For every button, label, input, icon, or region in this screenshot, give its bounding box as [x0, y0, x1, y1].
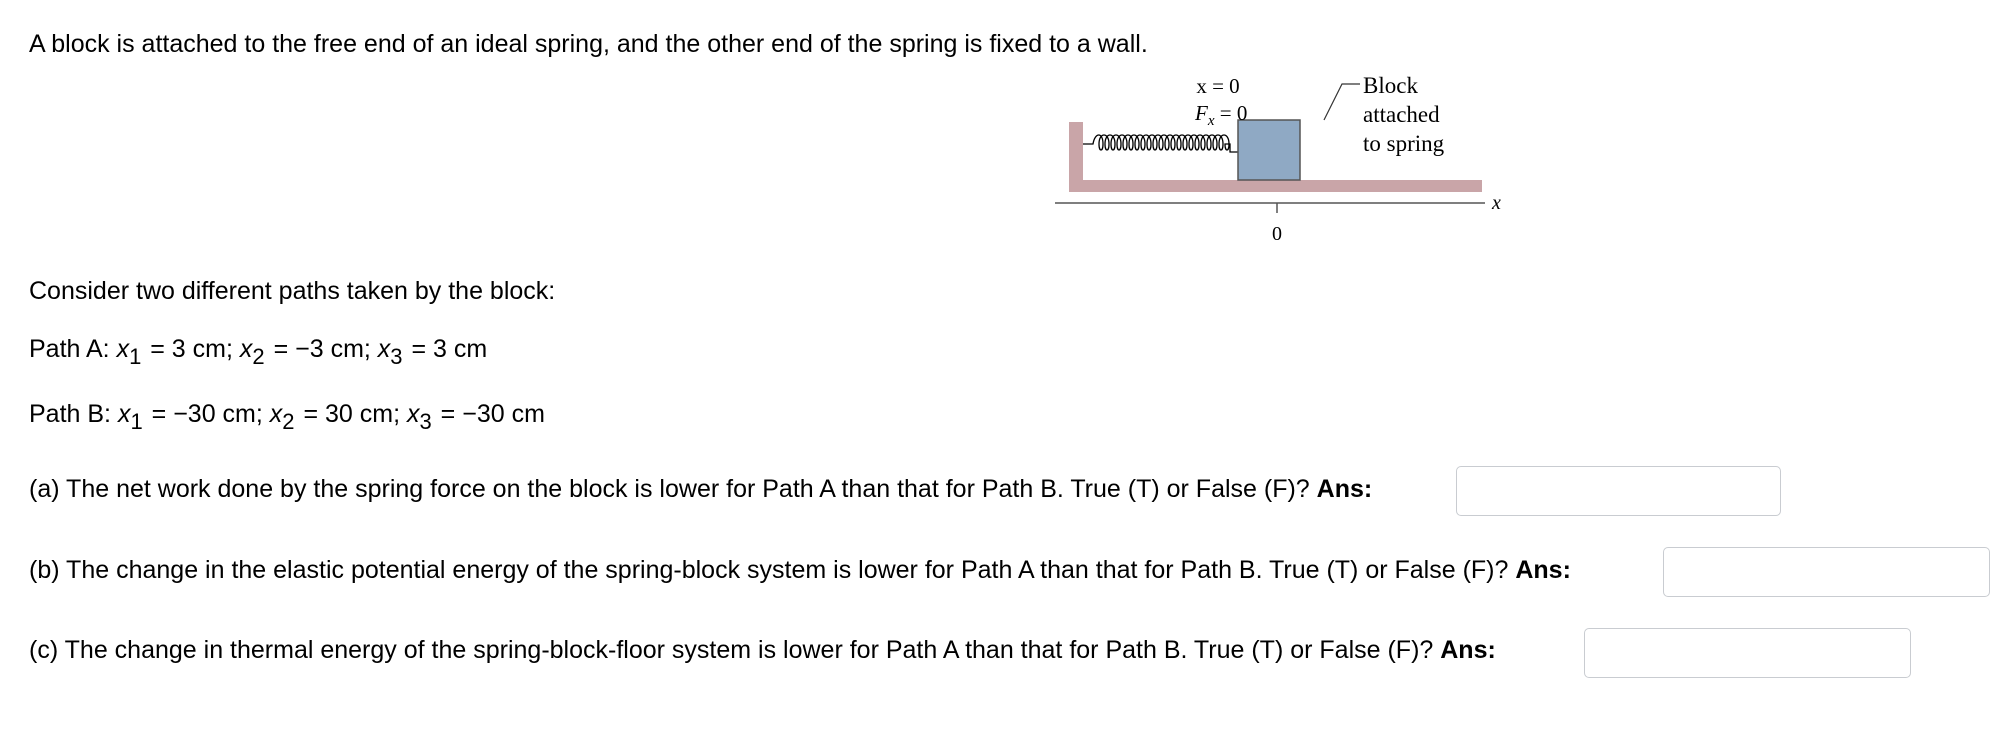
path-b-sub-1: 1	[130, 409, 143, 434]
question-a-ans-label: Ans:	[1316, 475, 1373, 503]
path-a-line	[29, 334, 488, 369]
question-b-text: (b) The change in the elastic potential energy of the spring-block system is lower for Path A than that for Path B. True (T) or False (F)?	[29, 556, 1516, 584]
path-a-value-2: = −3 cm;	[266, 335, 378, 363]
answer-a-input[interactable]	[1456, 466, 1781, 516]
path-b-var-1: x	[117, 400, 131, 428]
floor	[1069, 180, 1482, 192]
path-a-var-2: x	[239, 335, 253, 363]
path-b-value-2: = 30 cm;	[296, 400, 407, 428]
path-a-sub-1: 1	[129, 344, 142, 369]
path-a-value-1: = 3 cm;	[143, 335, 240, 363]
question-c	[29, 635, 1496, 665]
path-b-prefix: Path B:	[29, 400, 118, 428]
path-a-value-3: = 3 cm	[404, 335, 488, 363]
question-b	[29, 555, 1571, 585]
question-c-ans-label: Ans:	[1440, 636, 1496, 664]
force-subscript: x	[1207, 113, 1215, 129]
answer-c-input[interactable]	[1584, 628, 1911, 678]
force-rest: = 0	[1214, 101, 1248, 125]
callout-line-1: Block	[1363, 73, 1418, 98]
callout-leader	[1324, 84, 1360, 120]
path-a-sub-2: 2	[252, 344, 265, 369]
question-a-text: (a) The net work done by the spring force on the block is lower for Path A than that for Path B. True (T) or False (F)?	[29, 475, 1317, 503]
axis-label-x: x	[1492, 192, 1501, 214]
problem-intro: A block is attached to the free end of an ideal spring, and the other end of the spring is fixed to a wall.	[29, 30, 1148, 58]
question-b-ans-label: Ans:	[1515, 556, 1571, 584]
force-letter: F	[1195, 101, 1208, 125]
path-b-sub-2: 2	[282, 409, 295, 434]
path-b-sub-3: 3	[419, 409, 432, 434]
answer-b-input[interactable]	[1663, 547, 1990, 597]
paths-intro: Consider two different paths taken by the block:	[29, 277, 556, 305]
question-c-text: (c) The change in thermal energy of the spring-block-floor system is lower for Path A than that for Path B. True (T) or False (F)?	[29, 636, 1441, 664]
path-b-line	[29, 399, 545, 434]
origin-label: 0	[1272, 223, 1282, 245]
path-b-var-3: x	[406, 400, 420, 428]
force-equals-zero-label	[1194, 101, 1247, 129]
path-b-value-3: = −30 cm	[433, 400, 545, 428]
path-b-value-1: = −30 cm;	[144, 400, 270, 428]
x-equals-zero-label: x = 0	[1196, 74, 1240, 98]
block	[1238, 120, 1300, 180]
spring	[1083, 135, 1238, 152]
spring-block-diagram	[1055, 68, 1525, 253]
path-a-prefix: Path A:	[29, 335, 117, 363]
path-a-var-3: x	[377, 335, 391, 363]
question-a	[29, 474, 1372, 504]
path-a-sub-3: 3	[390, 344, 403, 369]
callout-line-3: to spring	[1363, 131, 1445, 156]
path-a-var-1: x	[116, 335, 130, 363]
callout-line-2: attached	[1363, 102, 1440, 127]
path-b-var-2: x	[269, 400, 283, 428]
